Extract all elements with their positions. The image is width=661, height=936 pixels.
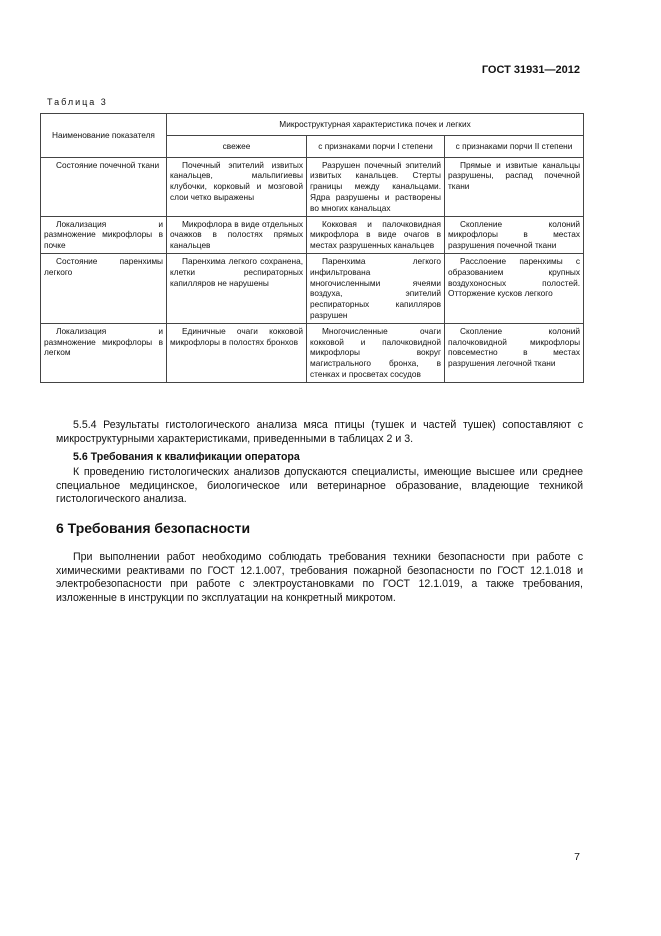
cell-fresh: Микрофлора в виде отдельных очажков в полостях прямых канальцев [167, 216, 307, 253]
cell-fresh: Единичные очаги кокковой микрофлоры в полостях бронхов [167, 323, 307, 382]
paragraph-5-5-4: 5.5.4 Результаты гистологического анализа мяса птицы (тушек и частей тушек) сопоставляют с микроструктурными характеристиками, приведенными в таблицах 2 и 3. [56, 419, 583, 445]
cell-degree2: Прямые и извитые канальцы разрушены, распад почечной ткани [445, 157, 584, 216]
subheader-fresh: свежее [167, 135, 307, 157]
col-header-indicator: Наименование показателя [41, 114, 167, 158]
cell-fresh: Паренхима легкого сохранена, клетки респираторных капилляров не нарушены [167, 253, 307, 323]
table-row [41, 216, 584, 253]
row-name: Состояние почечной ткани [41, 157, 167, 216]
table-row [41, 323, 584, 382]
table-row [41, 253, 584, 323]
document-standard-number: ГОСТ 31931—2012 [481, 64, 580, 76]
page-number: 7 [574, 851, 580, 863]
row-name: Состояние паренхимы легкого [41, 253, 167, 323]
section-6-text: При выполнении работ необходимо соблюдать требования техники безопасности при работе с химическими реактивами по ГОСТ 12.1.007, требования пожарной безопасности по ГОСТ 12.1.018 и электробезопасности при работе с электроустановками по ГОСТ 12.1.019, а также требования, изложенные в инструкции по эксплуатации на конкретный микротом. [56, 551, 583, 604]
cell-degree1: Многочисленные очаги кокковой и палочковидной микрофлоры вокруг магистрального бронха, в стенках и просветах сосудов [307, 323, 445, 382]
cell-degree2: Скопление колоний микрофлоры в местах разрушения почечной ткани [445, 216, 584, 253]
row-name: Локализация и размножение микрофлоры в почке [41, 216, 167, 253]
cell-degree1: Разрушен почечный эпителий извитых канальцев. Стерты границы между канальцами. Ядра разрушены и растворены во многих канальцах [307, 157, 445, 216]
micro-characteristics-table [40, 113, 584, 383]
section-5-6-text: К проведению гистологических анализов допускаются специалисты, имеющие высшее или среднее специальное медицинское, биологическое или ветеринарное образование, владеющие техникой гистологического анализа. [56, 466, 583, 506]
section-5-6-title: 5.6 Требования к квалификации оператора [73, 451, 300, 463]
cell-degree2: Скопление колоний палочковидной микрофлоры повсеместно в местах разрушения легочной ткани [445, 323, 584, 382]
subheader-degree1: с признаками порчи I степени [307, 135, 445, 157]
cell-degree1: Паренхима легкого инфильтрована многочисленными ячеями воздуха, эпителий респираторных капилляров разрушен [307, 253, 445, 323]
table-row [41, 157, 584, 216]
subheader-degree2: с признаками порчи II степени [445, 135, 584, 157]
table-caption: Таблица 3 [47, 97, 108, 107]
cell-degree2: Расслоение паренхимы с образованием крупных воздухоносных полостей. Отторжение кусков легкого [445, 253, 584, 323]
row-name: Локализация и размножение микрофлоры в легком [41, 323, 167, 382]
group-header: Микроструктурная характеристика почек и легких [167, 114, 584, 136]
cell-degree1: Кокковая и палочковидная микрофлора в виде очагов в местах разрушенных канальцев [307, 216, 445, 253]
section-6-title: 6 Требования безопасности [56, 520, 251, 536]
cell-fresh: Почечный эпителий извитых канальцев, мальпигиевы клубочки, корковый и мозговой слои четко выражены [167, 157, 307, 216]
